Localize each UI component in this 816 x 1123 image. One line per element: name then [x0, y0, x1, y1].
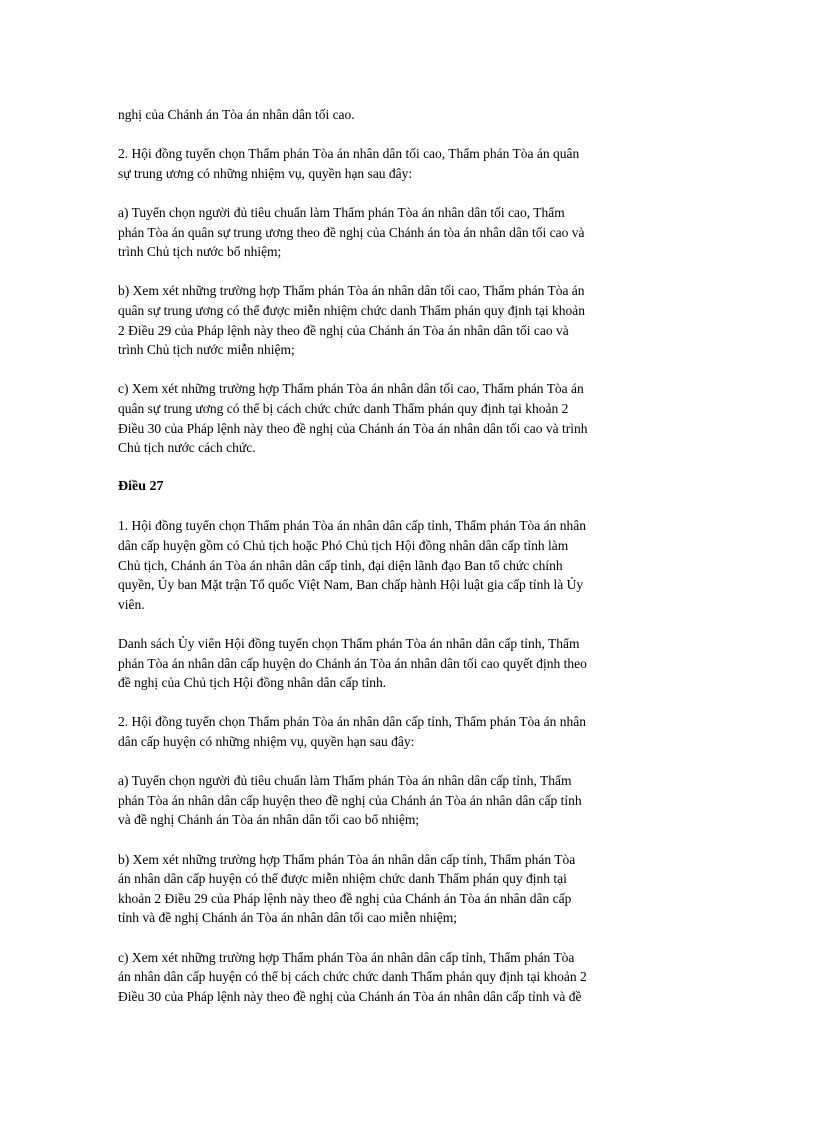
paragraph [118, 712, 683, 751]
paragraph-line: quyền, Ủy ban Mặt trận Tổ quốc Việt Nam, Ban chấp hành Hội luật gia cấp tỉnh là Ủy [118, 577, 584, 593]
paragraph-line: trình Chủ tịch nước bổ nhiệm; [118, 244, 282, 260]
article-heading [118, 477, 683, 497]
paragraph-line: b) Xem xét những trường hợp Thẩm phán Tòa án nhân dân cấp tỉnh, Thẩm phán Tòa [118, 851, 576, 867]
paragraph-line: a) Tuyển chọn người đủ tiêu chuẩn làm Thẩm phán Tòa án nhân dân tối cao, Thẩm [118, 204, 565, 220]
paragraph-line: quân sự trung ương có thể bị cách chức chức danh Thẩm phán quy định tại khoản 2 [118, 400, 569, 416]
paragraph-line: Danh sách Ủy viên Hội đồng tuyển chọn Thẩm phán Tòa án nhân dân cấp tỉnh, Thẩm [118, 636, 580, 652]
paragraph-line: Điều 30 của Pháp lệnh này theo đề nghị của Chánh án Tòa án nhân dân tối cao và trình [118, 420, 588, 436]
paragraph-line: quân sự trung ương có thể được miễn nhiệm chức danh Thẩm phán quy định tại khoản [118, 302, 585, 318]
paragraph [118, 144, 683, 183]
paragraph-line: 2. Hội đồng tuyển chọn Thẩm phán Tòa án nhân dân tối cao, Thẩm phán Tòa án quân [118, 146, 580, 162]
paragraph-line: c) Xem xét những trường hợp Thẩm phán Tòa án nhân dân cấp tỉnh, Thẩm phán Tòa [118, 949, 575, 965]
paragraph-line: phán Tòa án nhân dân cấp huyện theo đề nghị của Chánh án Tòa án nhân dân cấp tỉnh [118, 792, 582, 808]
heading-text: Điều 27 [118, 479, 164, 495]
paragraph [118, 948, 683, 1007]
paragraph-line: sự trung ương có những nhiệm vụ, quyền hạn sau đây: [118, 165, 413, 181]
paragraph-line: a) Tuyển chọn người đủ tiêu chuẩn làm Thẩm phán Tòa án nhân dân cấp tỉnh, Thẩm [118, 773, 572, 789]
paragraph [118, 771, 683, 830]
paragraph [118, 281, 683, 359]
paragraph-line: 2. Hội đồng tuyển chọn Thẩm phán Tòa án nhân dân cấp tỉnh, Thẩm phán Tòa án nhân [118, 714, 587, 730]
paragraph-line: 1. Hội đồng tuyển chọn Thẩm phán Tòa án nhân dân cấp tỉnh, Thẩm phán Tòa án nhân [118, 518, 587, 534]
paragraph-line: án nhân dân cấp huyện có thể bị cách chức chức danh Thẩm phán quy định tại khoản 2 [118, 969, 587, 985]
paragraph-line: khoản 2 Điều 29 của Pháp lệnh này theo đề nghị của Chánh án Tòa án nhân dân cấp [118, 890, 572, 906]
paragraph-line: Điều 30 của Pháp lệnh này theo đề nghị của Chánh án Tòa án nhân dân cấp tỉnh và đề [118, 988, 582, 1004]
paragraph-line: Chủ tịch, Chánh án Tòa án nhân dân cấp tỉnh, đại diện lãnh đạo Ban tổ chức chính [118, 557, 563, 573]
document-body [118, 105, 683, 1026]
paragraph-line: nghị của Chánh án Tòa án nhân dân tối cao. [118, 107, 355, 122]
paragraph-line: dân cấp huyện có những nhiệm vụ, quyền hạn sau đây: [118, 734, 415, 749]
paragraph [118, 379, 683, 457]
paragraph-line: viên. [118, 596, 145, 612]
paragraph-line: Chủ tịch nước cách chức. [118, 440, 256, 456]
paragraph [118, 634, 683, 693]
paragraph-line: tỉnh và đề nghị Chánh án Tòa án nhân dân tối cao miễn nhiệm; [118, 910, 458, 926]
paragraph-line: phán Tòa án quân sự trung ương theo đề nghị của Chánh án tòa án nhân dân tối cao và [118, 224, 585, 240]
paragraph-line: án nhân dân cấp huyện có thể được miễn nhiệm chức danh Thẩm phán quy định tại [118, 871, 567, 887]
paragraph-line: đề nghị của Chủ tịch Hội đồng nhân dân cấp tỉnh. [118, 675, 387, 691]
paragraph [118, 516, 683, 614]
paragraph-line: c) Xem xét những trường hợp Thẩm phán Tòa án nhân dân tối cao, Thẩm phán Tòa án [118, 381, 584, 397]
paragraph [118, 850, 683, 928]
paragraph-line: phán Tòa án nhân dân cấp huyện do Chánh án Tòa án nhân dân tối cao quyết định theo [118, 655, 587, 671]
paragraph-line: và đề nghị Chánh án Tòa án nhân dân tối cao bổ nhiệm; [118, 812, 420, 828]
paragraph-line: trình Chủ tịch nước miễn nhiệm; [118, 342, 295, 358]
paragraph-line: b) Xem xét những trường hợp Thẩm phán Tòa án nhân dân tối cao, Thẩm phán Tòa án [118, 283, 585, 299]
paragraph [118, 203, 683, 262]
paragraph-line: 2 Điều 29 của Pháp lệnh này theo đề nghị của Chánh án Tòa án nhân dân tối cao và [118, 322, 569, 338]
paragraph [118, 105, 683, 125]
paragraph-line: dân cấp huyện gồm có Chủ tịch hoặc Phó Chủ tịch Hội đồng nhân dân cấp tỉnh làm [118, 538, 569, 554]
